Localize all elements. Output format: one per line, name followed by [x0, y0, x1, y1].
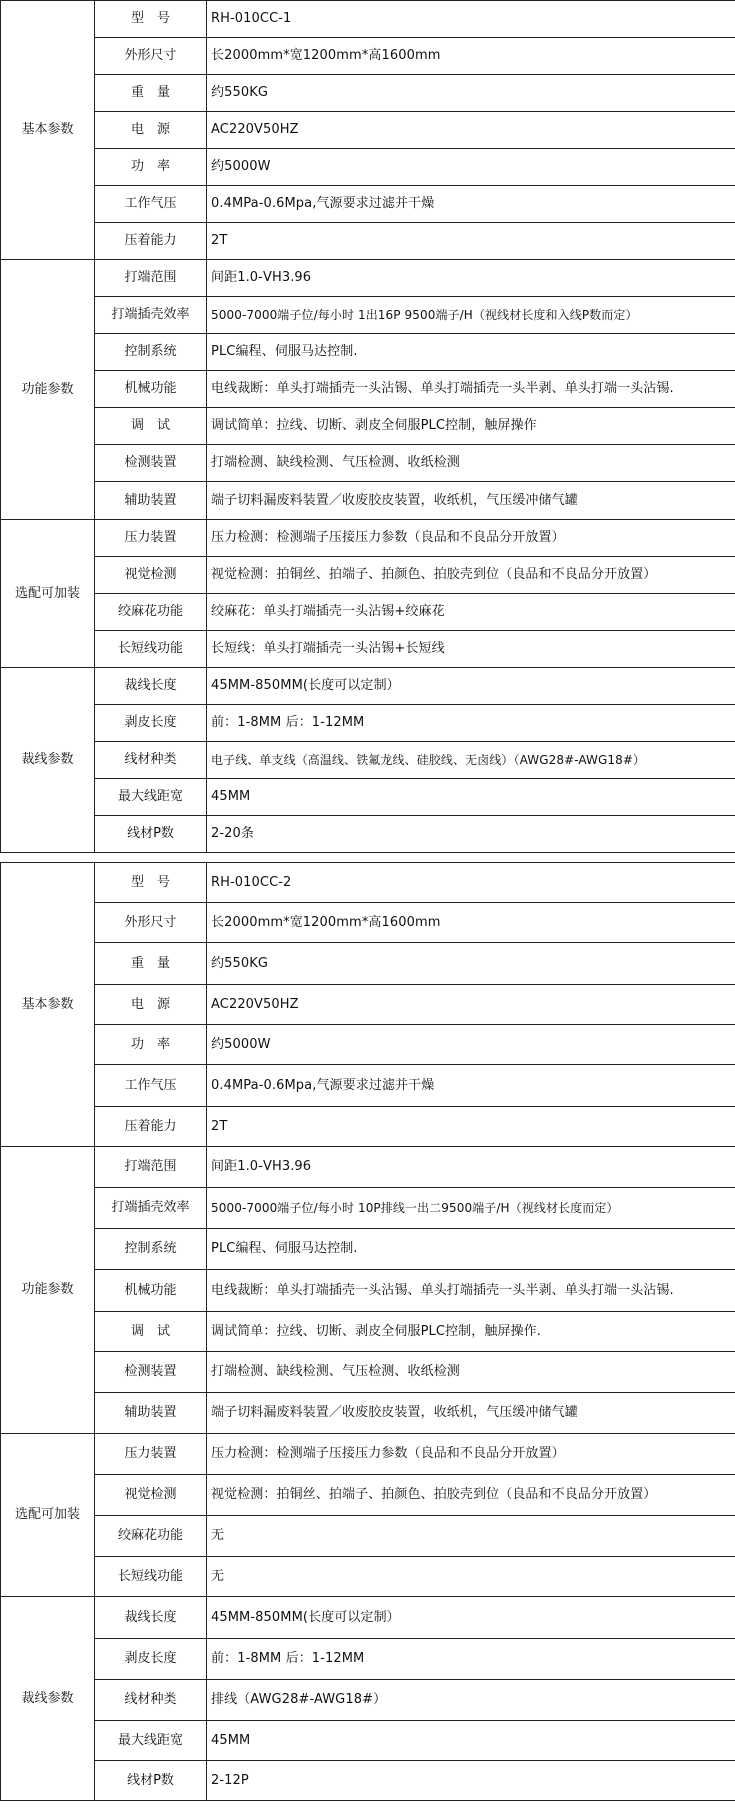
row-value: 视觉检测：拍铜丝、拍端子、拍颜色、拍胶壳到位（良品和不良品分开放置）	[207, 1475, 735, 1516]
table-row	[1, 1229, 735, 1270]
row-label: 机械功能	[95, 1270, 207, 1312]
row-value: 45MM-850MM(长度可以定制）	[207, 1597, 735, 1639]
table-row	[1, 1761, 735, 1801]
row-label: 绞麻花功能	[95, 594, 207, 631]
table-row	[1, 903, 735, 943]
table-row	[1, 631, 735, 668]
row-value: 无	[207, 1516, 735, 1557]
group-label: 裁线参数	[1, 1597, 95, 1801]
row-label: 重 量	[95, 75, 207, 112]
row-label: 线材P数	[95, 1761, 207, 1801]
row-value: RH-010CC-1	[207, 1, 735, 38]
row-value: 排线（AWG28#-AWG18#）	[207, 1680, 735, 1721]
row-label: 功 率	[95, 1025, 207, 1065]
row-label: 辅助装置	[95, 482, 207, 520]
row-value: 前：1-8MM 后：1-12MM	[207, 705, 735, 742]
row-label: 剥皮长度	[95, 1639, 207, 1680]
row-label: 压力装置	[95, 1434, 207, 1475]
table-row	[1, 297, 735, 334]
table-row	[1, 1352, 735, 1393]
row-value: 45MM	[207, 1721, 735, 1761]
table-row	[1, 1065, 735, 1107]
row-value: 视觉检测：拍铜丝、拍端子、拍颜色、拍胶壳到位（良品和不良品分开放置）	[207, 557, 735, 594]
table-row	[1, 482, 735, 520]
row-label: 工作气压	[95, 186, 207, 223]
row-label: 检测装置	[95, 1352, 207, 1393]
group-label: 选配可加装	[1, 1434, 95, 1597]
table-row	[1, 1270, 735, 1312]
row-label: 外形尺寸	[95, 903, 207, 943]
row-label: 线材种类	[95, 1680, 207, 1721]
table-row	[1, 260, 735, 297]
table-row	[1, 742, 735, 779]
row-label: 长短线功能	[95, 1557, 207, 1597]
table-row	[1, 1639, 735, 1680]
table-row	[1, 38, 735, 75]
row-label: 绞麻花功能	[95, 1516, 207, 1557]
row-value: 2T	[207, 1107, 735, 1147]
row-value: 约550KG	[207, 943, 735, 985]
table-row	[1, 186, 735, 223]
row-label: 线材P数	[95, 816, 207, 853]
row-value: 长短线：单头打端插壳一头沾锡+长短线	[207, 631, 735, 668]
group-label: 基本参数	[1, 863, 95, 1147]
row-value: PLC编程、伺服马达控制.	[207, 1229, 735, 1270]
row-label: 打端插壳效率	[95, 297, 207, 334]
table-row	[1, 1147, 735, 1188]
table-row	[1, 863, 735, 903]
row-label: 辅助装置	[95, 1393, 207, 1434]
table-row	[1, 594, 735, 631]
row-label: 视觉检测	[95, 557, 207, 594]
table-row	[1, 557, 735, 594]
table-row	[1, 985, 735, 1025]
table-row	[1, 520, 735, 557]
table-row	[1, 223, 735, 260]
table-row	[1, 408, 735, 445]
group-label: 选配可加装	[1, 520, 95, 668]
row-value: 0.4MPa-0.6Mpa,气源要求过滤并干燥	[207, 1065, 735, 1107]
row-value: 无	[207, 1557, 735, 1597]
table-row	[1, 668, 735, 705]
row-value: 约550KG	[207, 75, 735, 112]
row-value: 2T	[207, 223, 735, 260]
table-row	[1, 1721, 735, 1761]
row-value: PLC编程、伺服马达控制.	[207, 334, 735, 371]
row-label: 外形尺寸	[95, 38, 207, 75]
row-label: 打端范围	[95, 260, 207, 297]
row-label: 最大线距宽	[95, 779, 207, 816]
row-value: 45MM-850MM(长度可以定制）	[207, 668, 735, 705]
row-label: 调 试	[95, 1312, 207, 1352]
row-value: 长2000mm*宽1200mm*高1600mm	[207, 38, 735, 75]
group-label: 功能参数	[1, 1147, 95, 1434]
row-label: 工作气压	[95, 1065, 207, 1107]
row-value: 间距1.0-VH3.96	[207, 260, 735, 297]
table-row	[1, 1188, 735, 1229]
row-label: 最大线距宽	[95, 1721, 207, 1761]
table-row	[1, 1680, 735, 1721]
row-value: 压力检测：检测端子压接压力参数（良品和不良品分开放置）	[207, 520, 735, 557]
row-value: 2-12P	[207, 1761, 735, 1801]
row-value: AC220V50HZ	[207, 985, 735, 1025]
row-value: 打端检测、缺线检测、气压检测、收纸检测	[207, 1352, 735, 1393]
row-value: 端子切料漏废料装置／收废胶皮装置，收纸机，气压缓冲储气罐	[207, 1393, 735, 1434]
table-row	[1, 1557, 735, 1597]
row-value: 调试简单：拉线、切断、剥皮全伺服PLC控制，触屏操作	[207, 408, 735, 445]
table-row	[1, 779, 735, 816]
row-label: 视觉检测	[95, 1475, 207, 1516]
table-row	[1, 705, 735, 742]
table-row	[1, 1393, 735, 1434]
row-label: 功 率	[95, 149, 207, 186]
table-row	[1, 816, 735, 853]
row-label: 机械功能	[95, 371, 207, 408]
row-value: 端子切料漏废料装置／收废胶皮装置，收纸机，气压缓冲储气罐	[207, 482, 735, 520]
row-value: 长2000mm*宽1200mm*高1600mm	[207, 903, 735, 943]
row-label: 型 号	[95, 863, 207, 903]
table-row	[1, 1, 735, 38]
table-row	[1, 445, 735, 482]
row-label: 线材种类	[95, 742, 207, 779]
row-value: 前：1-8MM 后：1-12MM	[207, 1639, 735, 1680]
table-row	[1, 149, 735, 186]
table-row	[1, 1312, 735, 1352]
row-value: 电子线、单支线（高温线、铁氟龙线、硅胶线、无卤线）（AWG28#-AWG18#）	[207, 742, 735, 779]
table-row	[1, 1107, 735, 1147]
table-row	[1, 371, 735, 408]
spec-table-1	[0, 0, 735, 853]
table-row	[1, 334, 735, 371]
row-value: 压力检测：检测端子压接压力参数（良品和不良品分开放置）	[207, 1434, 735, 1475]
row-label: 控制系统	[95, 334, 207, 371]
row-label: 检测装置	[95, 445, 207, 482]
row-value: 约5000W	[207, 1025, 735, 1065]
row-value: 45MM	[207, 779, 735, 816]
row-value: 调试简单：拉线、切断、剥皮全伺服PLC控制，触屏操作.	[207, 1312, 735, 1352]
row-label: 长短线功能	[95, 631, 207, 668]
row-value: 约5000W	[207, 149, 735, 186]
table-row	[1, 75, 735, 112]
row-value: 5000-7000端子位/每小时 1出16P 9500端子/H（视线材长度和入线P数而定）	[207, 297, 735, 334]
table-row	[1, 112, 735, 149]
table-row	[1, 1516, 735, 1557]
row-label: 打端范围	[95, 1147, 207, 1188]
row-label: 裁线长度	[95, 1597, 207, 1639]
row-value: 0.4MPa-0.6Mpa,气源要求过滤并干燥	[207, 186, 735, 223]
group-label: 裁线参数	[1, 668, 95, 853]
row-label: 重 量	[95, 943, 207, 985]
row-label: 裁线长度	[95, 668, 207, 705]
row-label: 压着能力	[95, 1107, 207, 1147]
row-label: 型 号	[95, 1, 207, 38]
table-row	[1, 1475, 735, 1516]
row-value: RH-010CC-2	[207, 863, 735, 903]
row-value: 电线裁断：单头打端插壳一头沾锡、单头打端插壳一头半剥、单头打端一头沾锡.	[207, 371, 735, 408]
row-label: 打端插壳效率	[95, 1188, 207, 1229]
table-row	[1, 1025, 735, 1065]
row-label: 压力装置	[95, 520, 207, 557]
row-label: 电 源	[95, 112, 207, 149]
row-label: 调 试	[95, 408, 207, 445]
row-value: 绞麻花：单头打端插壳一头沾锡+绞麻花	[207, 594, 735, 631]
spec-table-2	[0, 862, 735, 1801]
group-label: 基本参数	[1, 1, 95, 260]
table-row	[1, 1597, 735, 1639]
row-label: 压着能力	[95, 223, 207, 260]
table-row	[1, 943, 735, 985]
row-label: 剥皮长度	[95, 705, 207, 742]
group-label: 功能参数	[1, 260, 95, 520]
row-value: 5000-7000端子位/每小时 10P排线一出二9500端子/H（视线材长度而定）	[207, 1188, 735, 1229]
row-value: AC220V50HZ	[207, 112, 735, 149]
row-label: 控制系统	[95, 1229, 207, 1270]
row-value: 打端检测、缺线检测、气压检测、收纸检测	[207, 445, 735, 482]
table-row	[1, 1434, 735, 1475]
row-label: 电 源	[95, 985, 207, 1025]
row-value: 2-20条	[207, 816, 735, 853]
row-value: 间距1.0-VH3.96	[207, 1147, 735, 1188]
row-value: 电线裁断：单头打端插壳一头沾锡、单头打端插壳一头半剥、单头打端一头沾锡.	[207, 1270, 735, 1312]
